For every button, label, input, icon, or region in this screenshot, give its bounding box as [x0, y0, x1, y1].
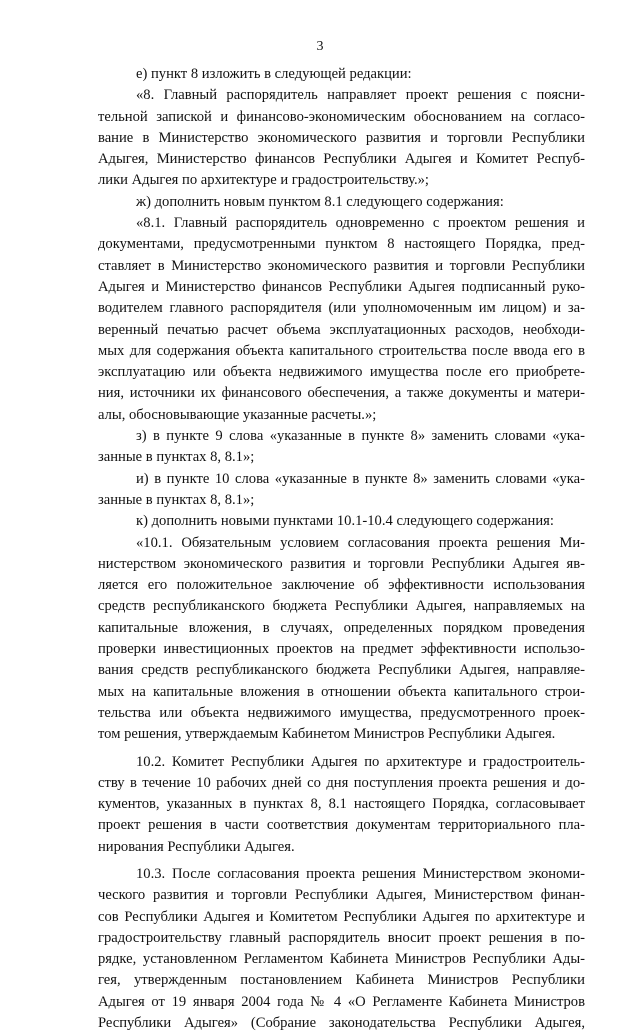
text-line: занные в пунктах 8, 8.1»;	[98, 449, 255, 466]
text-line: водителем главного распорядителя (или уполномоченным им лицом) и за-	[98, 300, 585, 317]
text-line: Адыгея и Министерство финансов Республики Адыгея подписанный руко-	[98, 278, 585, 295]
text-line: ставляет в Министерство экономического развития и торговли Республики	[98, 257, 585, 274]
text-line: «8. Главный распорядитель направляет проект решения с поясни-	[136, 87, 585, 104]
text-line: рядке, установленном Регламентом Кабинета Министров Республики Ады-	[98, 951, 585, 968]
paragraph	[98, 64, 585, 85]
text-line: гея, утвержденным постановлением Кабинета Министров Республики	[98, 972, 585, 989]
paragraph	[98, 192, 585, 213]
paragraph	[98, 85, 585, 191]
text-line: том решения, утверждаемым Кабинетом Министров Республики Адыгея.	[98, 726, 556, 743]
text-line: лики Адыгея по архитектуре и градостроительству.»;	[98, 172, 429, 189]
text-line: градостроительству главный распорядитель вносит проект решения в по-	[98, 929, 585, 946]
text-line: тельства или объекта недвижимого имущества, предусмотренного проек-	[98, 704, 585, 721]
text-line: и) в пункте 10 слова «указанные в пункте 8» заменить словами «ука-	[136, 470, 585, 487]
page-number: 3	[316, 39, 324, 54]
text-line: «8.1. Главный распорядитель одновременно с проектом решения и	[136, 215, 585, 232]
text-line: капитальные вложения, в случаях, определенных порядком проведения	[98, 619, 585, 636]
text-line: к) дополнить новыми пунктами 10.1-10.4 следующего содержания:	[136, 513, 554, 530]
paragraph	[98, 864, 585, 1034]
text-line: вания средств республиканского бюджета Республики Адыгея, направляе-	[98, 662, 585, 679]
text-line: ж) дополнить новым пунктом 8.1 следующего содержания:	[136, 193, 504, 210]
text-line: Адыгея, Министерство финансов Республики Адыгея и Комитет Респуб-	[98, 151, 585, 168]
text-line: ству в течение 10 рабочих дней со дня поступления проекта решения и до-	[98, 774, 585, 791]
text-line: нистерством экономического развития и торговли Республики Адыгея яв-	[98, 555, 585, 572]
paragraph	[98, 213, 585, 426]
document-body	[98, 64, 585, 1034]
text-line: проверки инвестиционных проектов на предмет эффективности использо-	[98, 641, 585, 658]
text-line: сов Республики Адыгея и Комитетом Республики Адыгея по архитектуре и	[98, 908, 585, 925]
text-line: алы, обосновывающие указанные расчеты.»;	[98, 406, 377, 423]
text-line: эксплуатацию или объекта недвижимого имущества после его приобрете-	[98, 364, 585, 381]
text-line: мых для содержания объекта капитального строительства после ввода его в	[98, 342, 585, 359]
text-line: занные в пунктах 8, 8.1»;	[98, 491, 255, 508]
text-line: документами, предусмотренными пунктом 8 настоящего Порядка, пред-	[98, 236, 585, 253]
paragraph	[98, 533, 585, 746]
text-line: мых на капитальные вложения в отношении объекта капитального строи-	[98, 683, 585, 700]
text-line: ляется его положительное заключение об эффективности использования	[98, 577, 585, 594]
text-line: ния, источники их финансового обеспечения, а также документы и матери-	[98, 385, 585, 402]
text-line: вание в Министерство экономического развития и торговли Республики	[98, 129, 585, 146]
paragraph	[98, 511, 585, 532]
text-line: 10.2. Комитет Республики Адыгея по архитектуре и градостроитель-	[136, 753, 585, 770]
text-line: тельной запиской и финансово-экономическим обоснованием на согласо-	[98, 108, 585, 125]
text-line: веренный печатью расчет объема эксплуатационных расходов, необходи-	[98, 321, 585, 338]
paragraph	[98, 752, 585, 858]
text-line: «10.1. Обязательным условием согласования проекта решения Ми-	[136, 534, 585, 551]
text-line: 10.3. После согласования проекта решения Министерством экономи-	[136, 865, 585, 882]
text-line: е) пункт 8 изложить в следующей редакции:	[136, 66, 412, 82]
text-line: проект решения в части соответствия документам территориального пла-	[98, 817, 585, 834]
text-line: нирования Республики Адыгея.	[98, 838, 295, 855]
text-line: кументов, указанных в пунктах 8, 8.1 настоящего Порядка, согласовывает	[98, 796, 585, 813]
text-line: Адыгея от 19 января 2004 года № 4 «О Регламенте Кабинета Министров	[98, 993, 585, 1010]
text-line: Республики Адыгея» (Собрание законодательства Республики Адыгея,	[98, 1015, 585, 1032]
text-line: з) в пункте 9 слова «указанные в пункте 8» заменить словами «ука-	[136, 428, 585, 445]
text-line: ческого развития и торговли Республики Адыгея, Министерством финан-	[98, 887, 585, 904]
paragraph	[98, 426, 585, 469]
paragraph	[98, 469, 585, 512]
text-line: средств республиканского бюджета Республики Адыгея, направляемых на	[98, 598, 585, 615]
